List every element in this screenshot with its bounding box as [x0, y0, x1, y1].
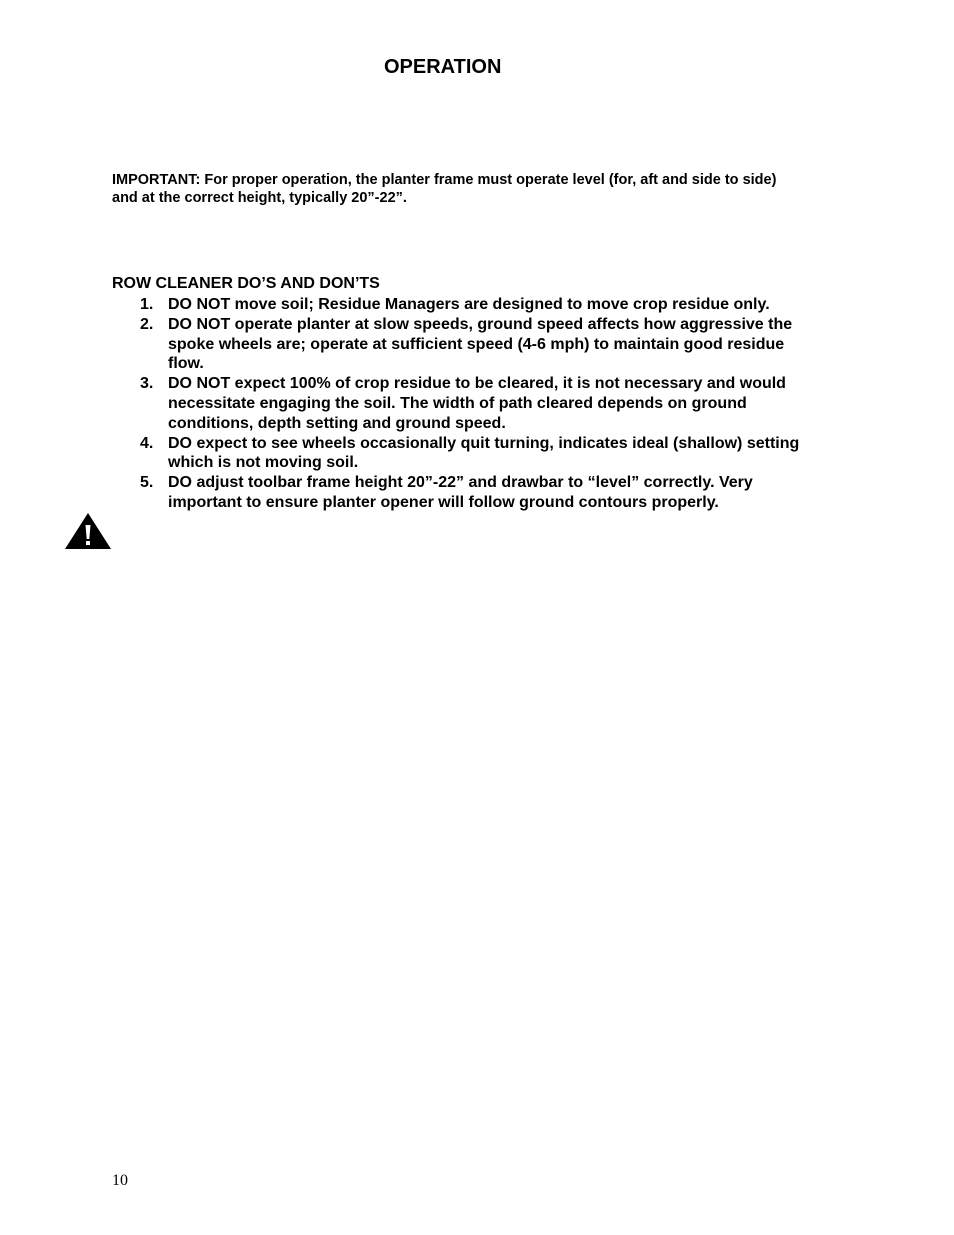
list-item: [140, 473, 800, 513]
list-item: [140, 434, 800, 474]
list-item-number: 1.: [140, 296, 154, 313]
list-item-number: 2.: [140, 315, 154, 333]
list-item-number: 4.: [140, 434, 154, 452]
list-item-text: DO NOT operate planter at slow speeds, ground speed affects how aggressive the spoke wheels are; operate at sufficient speed (4-6 mph) to maintain good residue flow.: [168, 315, 793, 373]
section-heading: ROW CLEANER DO’S AND DON’TS: [112, 275, 380, 292]
page-number: 10: [112, 1172, 128, 1189]
list-item-text: DO NOT move soil; Residue Managers are designed to move crop residue only.: [168, 296, 770, 313]
list-item-text: DO adjust toolbar frame height 20”-22” and drawbar to “level” correctly. Very important to ensure planter opener will follow ground contours properly.: [168, 474, 753, 511]
list-item: [140, 315, 800, 374]
warning-triangle-icon: [64, 512, 112, 550]
important-note: IMPORTANT: For proper operation, the planter frame must operate level (for, aft and side to side) and at the correct height, typically 20”-22”.: [112, 172, 777, 206]
list-item-text: DO NOT expect 100% of crop residue to be cleared, it is not necessary and would necessitate engaging the soil. The width of path cleared depends on ground conditions, depth setting and ground speed.: [168, 375, 786, 432]
list-item: [140, 295, 800, 315]
list-item-number: 5.: [140, 474, 154, 492]
list-item-text: DO expect to see wheels occasionally quit turning, indicates ideal (shallow) setting which is not moving soil.: [168, 434, 800, 472]
rules-list: [140, 295, 800, 513]
page-title: OPERATION: [384, 56, 502, 78]
list-item-number: 3.: [140, 375, 154, 393]
list-item: [140, 374, 800, 433]
